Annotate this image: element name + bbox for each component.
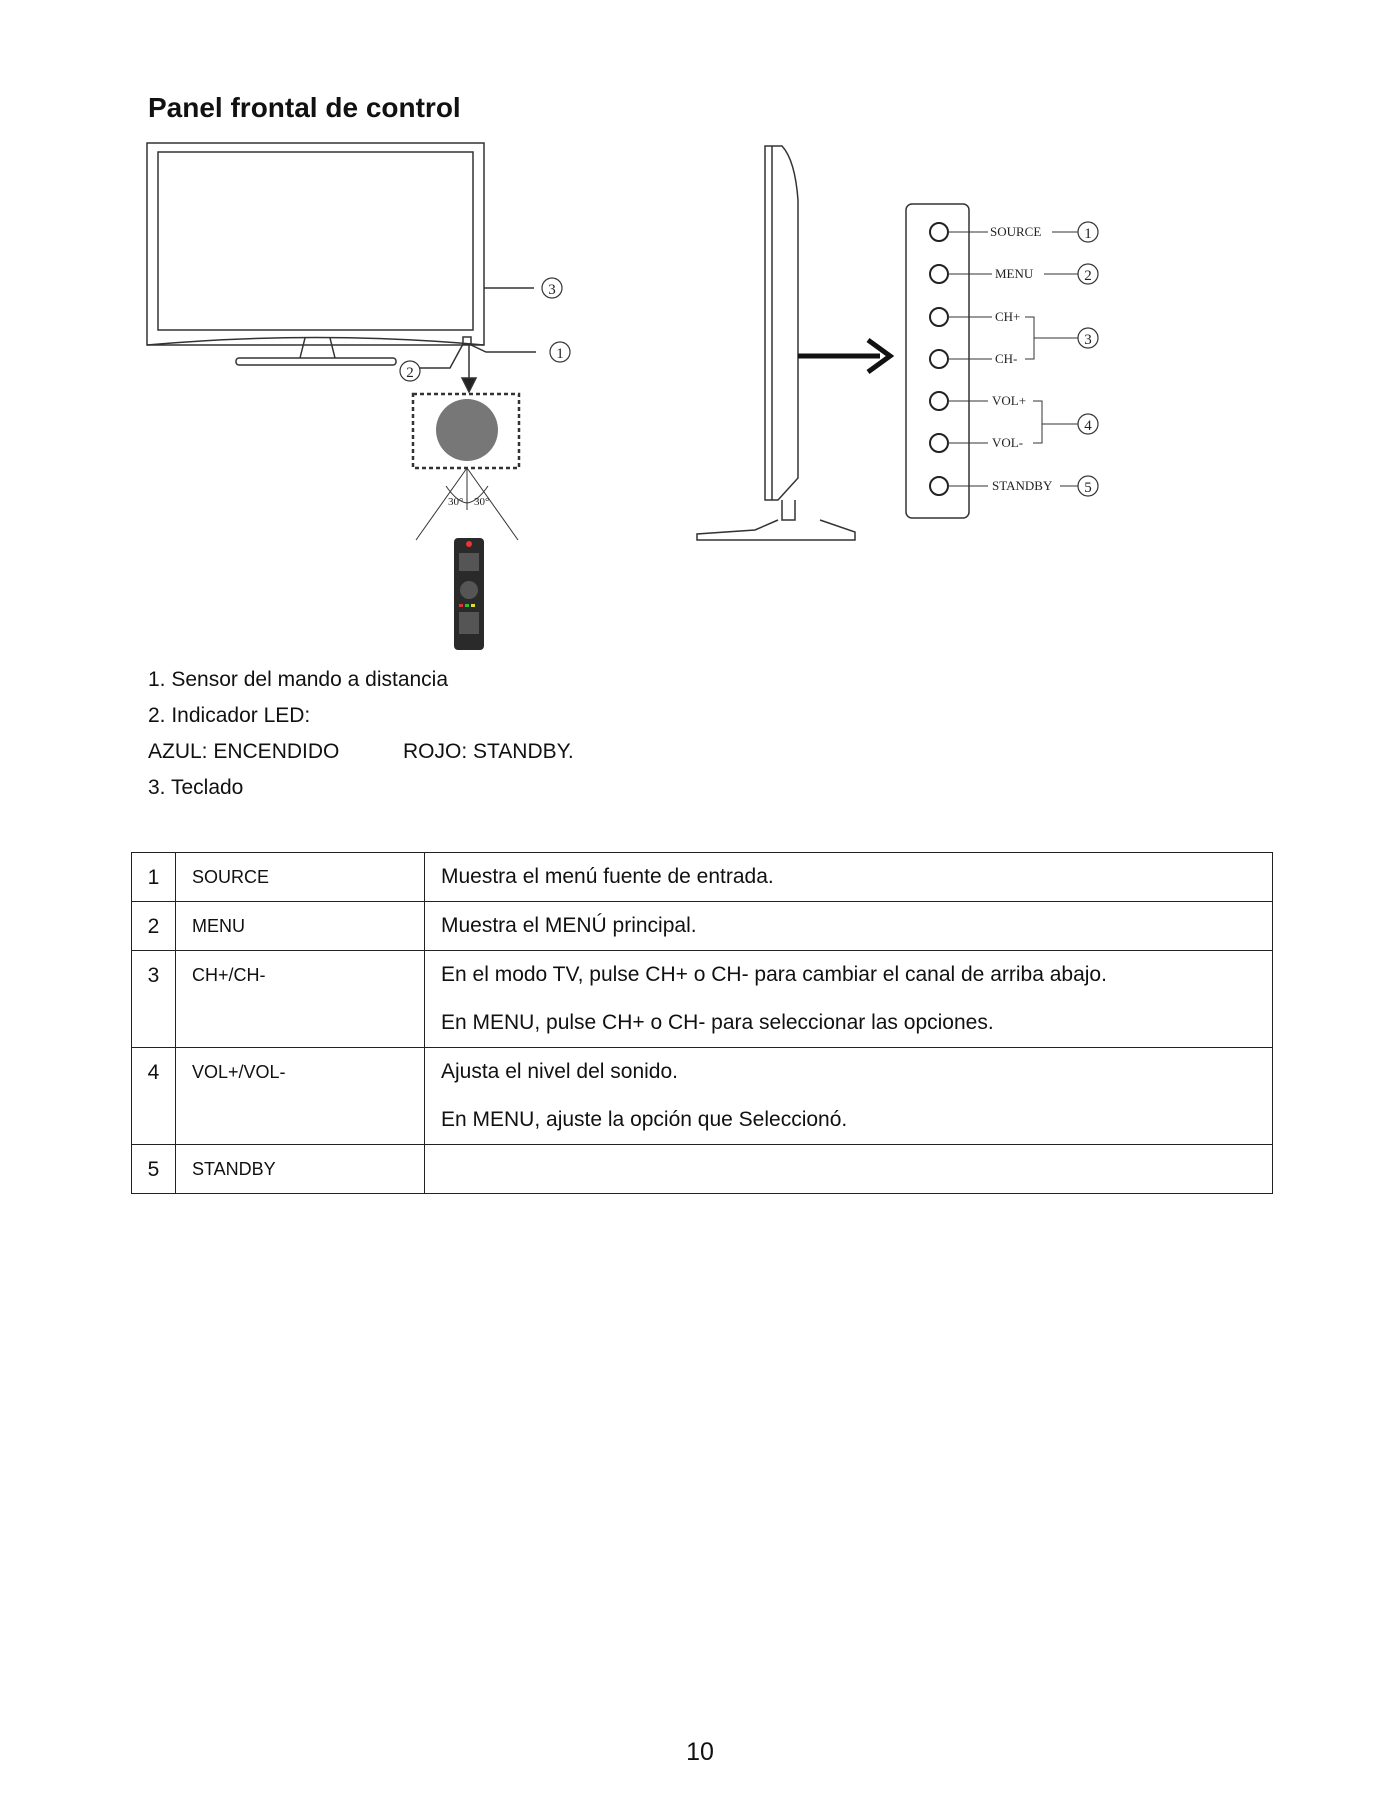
- button-description: [425, 853, 1273, 902]
- svg-text:5: 5: [1084, 480, 1092, 496]
- angle-left-label: 30°: [448, 496, 464, 508]
- panel-button-ch-minus: [930, 350, 992, 368]
- tv-diagram: [0, 0, 1400, 660]
- description-line: [441, 1145, 1272, 1193]
- side-callout-4: [1078, 414, 1098, 434]
- tv-side-illustration: [697, 146, 890, 540]
- tv-front-illustration: [147, 143, 536, 540]
- description-line: En el modo TV, pulse CH+ o CH- para cambiar el canal de arriba abajo.: [441, 963, 1107, 986]
- row-number: 1: [132, 853, 176, 902]
- row-number: 2: [132, 902, 176, 951]
- remote-control-illustration: [454, 538, 484, 650]
- panel-label-vol-minus: VOL-: [992, 435, 1024, 450]
- button-name: STANDBY: [176, 1145, 425, 1194]
- description-line: Ajusta el nivel del sonido.: [441, 1060, 678, 1083]
- panel-button-ch-plus: [930, 308, 992, 326]
- button-description: [425, 951, 1273, 1048]
- svg-text:1: 1: [1084, 226, 1092, 242]
- note-remote-sensor: 1. Sensor del mando a distancia: [148, 668, 449, 691]
- panel-button-standby: [930, 477, 988, 495]
- panel-button-source: [930, 223, 988, 241]
- button-name: SOURCE: [176, 853, 425, 902]
- remote-sensor: [436, 399, 498, 461]
- row-number: 5: [132, 1145, 176, 1194]
- front-callout-1: [550, 342, 570, 362]
- note-led-indicator: 2. Indicador LED:: [148, 704, 311, 727]
- panel-label-ch-plus: CH+: [995, 309, 1021, 324]
- row-number: 4: [132, 1048, 176, 1145]
- led-red-text: ROJO: STANDBY.: [403, 740, 574, 763]
- table-row: [132, 853, 1273, 902]
- description-line: En MENU, ajuste la opción que Seleccionó.: [441, 1108, 848, 1131]
- table-row: [132, 1048, 1273, 1145]
- svg-text:1: 1: [556, 346, 564, 362]
- note-keypad: 3. Teclado: [148, 776, 244, 799]
- panel-label-standby: STANDBY: [992, 478, 1053, 493]
- legend-notes: [148, 662, 574, 806]
- panel-button-vol-plus: [930, 392, 988, 410]
- description-line: Muestra el menú fuente de entrada.: [441, 865, 774, 888]
- note-led-colors: [148, 734, 574, 770]
- table-row: [132, 1145, 1273, 1194]
- button-name: VOL+/VOL-: [176, 1048, 425, 1145]
- page-number: 10: [686, 1738, 714, 1766]
- svg-text:4: 4: [1084, 418, 1092, 434]
- front-callout-2: [400, 361, 420, 381]
- front-callout-3: [542, 278, 562, 298]
- page-title: Panel frontal de control: [148, 92, 461, 123]
- button-name: MENU: [176, 902, 425, 951]
- button-description: [425, 902, 1273, 951]
- led-blue-text: AZUL: ENCENDIDO: [148, 740, 340, 763]
- button-description: [425, 1145, 1273, 1194]
- svg-text:2: 2: [1084, 268, 1092, 284]
- panel-label-vol-plus: VOL+: [992, 393, 1027, 408]
- side-callout-1: [1078, 222, 1098, 242]
- side-callout-3: [1078, 328, 1098, 348]
- panel-label-menu: MENU: [995, 266, 1034, 281]
- description-line: En MENU, pulse CH+ o CH- para seleccionar las opciones.: [441, 1011, 994, 1034]
- table-row: [132, 902, 1273, 951]
- svg-text:3: 3: [548, 282, 556, 298]
- row-number: 3: [132, 951, 176, 1048]
- angle-right-label: 30°: [474, 496, 490, 508]
- panel-label-source: SOURCE: [990, 224, 1042, 239]
- panel-button-vol-minus: [930, 434, 988, 452]
- svg-text:3: 3: [1084, 332, 1092, 348]
- panel-button-menu: [930, 265, 992, 283]
- panel-label-ch-minus: CH-: [995, 351, 1018, 366]
- side-callout-2: [1078, 264, 1098, 284]
- table-row: [132, 951, 1273, 1048]
- button-name: CH+/CH-: [176, 951, 425, 1048]
- button-functions-table: [131, 852, 1273, 1194]
- side-callout-5: [1078, 476, 1098, 496]
- description-line: Muestra el MENÚ principal.: [441, 914, 697, 937]
- button-panel: [906, 204, 969, 518]
- button-description: [425, 1048, 1273, 1145]
- svg-text:2: 2: [406, 365, 414, 381]
